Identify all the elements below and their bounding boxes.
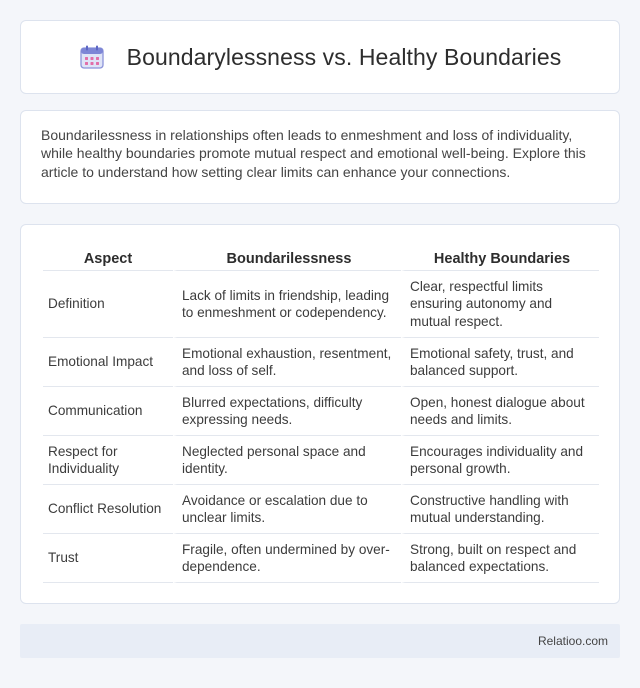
healthy-boundaries-cell: Clear, respectful limits ensuring autonomy and mutual respect. [401,271,599,338]
healthy-boundaries-cell: Open, honest dialogue about needs and limits. [401,387,599,436]
column-header: Boundarilessness [173,245,401,271]
boundarilessness-cell: Lack of limits in friendship, leading to enmeshment or codependency. [173,271,401,338]
boundarilessness-cell: Neglected personal space and identity. [173,436,401,485]
comparison-table [43,245,599,583]
boundarilessness-cell: Blurred expectations, difficulty expressing needs. [173,387,401,436]
intro-text: Boundarilessness in relationships often leads to enmeshment and loss of individuality, while healthy boundaries promote mutual respect and emotional well-being. Explore this article to understand how setting clear limits can enhance your connections. [41,127,586,180]
table-row [43,387,599,436]
table-card [20,224,620,604]
intro-card [20,110,620,204]
footer-brand: Relatioo.com [537,634,608,648]
table-row [43,271,599,338]
boundarilessness-cell: Emotional exhaustion, resentment, and loss of self. [173,338,401,387]
title-card [20,20,620,94]
boundarilessness-cell: Avoidance or escalation due to unclear limits. [173,485,401,534]
boundarilessness-cell: Fragile, often undermined by over-dependence. [173,534,401,583]
table-header-row [43,245,599,271]
aspect-cell: Emotional Impact [43,338,173,387]
footer [20,624,620,658]
table-row [43,534,599,583]
healthy-boundaries-cell: Constructive handling with mutual understanding. [401,485,599,534]
page-title: Boundarylessness vs. Healthy Boundaries [126,43,562,70]
healthy-boundaries-cell: Encourages individuality and personal growth. [401,436,599,485]
column-header: Aspect [43,245,173,271]
aspect-cell: Conflict Resolution [43,485,173,534]
healthy-boundaries-cell: Emotional safety, trust, and balanced support. [401,338,599,387]
aspect-cell: Respect for Individuality [43,436,173,485]
aspect-cell: Trust [43,534,173,583]
table-row [43,338,599,387]
aspect-cell: Communication [43,387,173,436]
table-row [43,485,599,534]
calendar-icon [79,44,105,70]
column-header: Healthy Boundaries [401,245,599,271]
aspect-cell: Definition [43,271,173,338]
table-row [43,436,599,485]
healthy-boundaries-cell: Strong, built on respect and balanced expectations. [401,534,599,583]
